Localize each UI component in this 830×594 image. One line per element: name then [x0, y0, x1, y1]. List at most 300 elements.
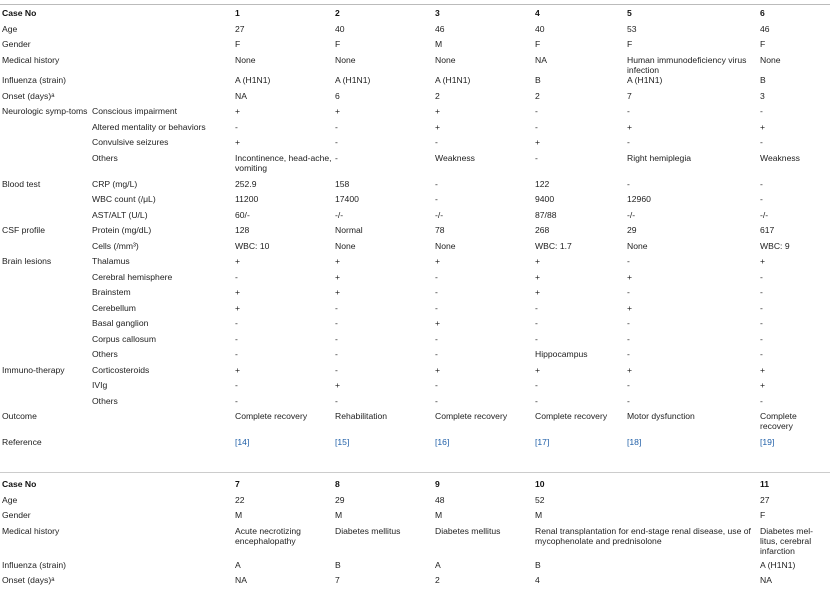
table-row: [0, 24, 830, 40]
case-value-cell: Right hemiplegia: [627, 152, 692, 163]
row-subcategory: [92, 411, 235, 437]
row-subcategory: Cerebral hemisphere: [92, 271, 173, 282]
case-value-cell: -: [760, 194, 763, 205]
case-value-cell: -: [627, 287, 630, 298]
case-number-cell: 2: [335, 8, 340, 18]
table-row: [0, 39, 830, 55]
case-value-cell: -: [335, 333, 338, 344]
case-value-cell: -: [335, 395, 338, 406]
table-row: [0, 55, 830, 76]
case-value-cell: 46: [760, 23, 770, 34]
row-subcategory: [92, 437, 235, 453]
case-value-cell: 46: [435, 23, 445, 34]
case-value-cell: +: [435, 364, 441, 375]
case-table-part-1: [0, 8, 830, 453]
case-value-cell: M: [435, 510, 443, 520]
case-value-cell: 268: [535, 225, 550, 236]
case-value-cell: B: [535, 75, 541, 86]
row-category: [0, 396, 92, 412]
case-value-cell: None: [760, 54, 781, 65]
row-subcategory: Brainstem: [92, 287, 131, 298]
table-row: [0, 210, 830, 226]
case-value-cell: Diabetes mel-litus, cerebral infarction: [760, 525, 814, 557]
case-value-cell: 7: [627, 90, 632, 101]
case-value-cell: -: [235, 395, 238, 406]
table-row: [0, 380, 830, 396]
row-category: [0, 303, 92, 319]
row-category: Gender: [2, 510, 31, 520]
case-value-cell: A (H1N1): [235, 75, 271, 86]
case-value-cell: +: [335, 380, 341, 391]
case-value-cell: +: [760, 256, 766, 267]
case-value-cell: F: [760, 39, 766, 49]
row-subcategory: Corticosteroids: [92, 364, 150, 375]
row-subcategory: Protein (mg/dL): [92, 225, 152, 236]
row-subcategory: IVIg: [92, 380, 108, 391]
row-subcategory: [92, 575, 235, 591]
row-category: Influenza (strain): [2, 75, 67, 86]
case-value-cell: 122: [535, 178, 550, 189]
case-value-cell: A: [235, 559, 241, 570]
case-value-cell: 40: [535, 23, 545, 34]
row-subcategory: [92, 495, 235, 511]
case-value-cell: -: [760, 395, 763, 406]
row-category: [0, 153, 92, 179]
row-subcategory: Altered mentality or behaviors: [92, 121, 206, 132]
row-category: Immuno-therapy: [2, 364, 65, 375]
case-value-cell: -: [335, 349, 338, 360]
case-number-cell: [627, 479, 760, 495]
reference-cell[interactable]: [335, 437, 435, 453]
case-value-cell: 6: [335, 90, 340, 101]
case-value-cell: +: [627, 271, 633, 282]
case-value-cell: Complete recovery: [435, 411, 508, 422]
case-value-cell: Acute necrotizing encephalopathy: [235, 525, 301, 546]
row-category: [0, 318, 92, 334]
case-value-cell: None: [435, 54, 456, 65]
row-subcategory: [92, 24, 235, 40]
case-value-cell: -: [535, 318, 538, 329]
table-row: [0, 287, 830, 303]
case-value-cell: 60/-: [235, 209, 250, 220]
table-row: [0, 510, 830, 526]
case-value-cell: -: [235, 318, 238, 329]
reference-cell[interactable]: [435, 437, 535, 453]
case-value-cell: F: [535, 39, 541, 49]
case-value-cell: M: [235, 510, 243, 520]
case-value-cell: +: [435, 318, 441, 329]
case-value-cell: +: [235, 287, 241, 298]
row-subcategory: [92, 8, 235, 24]
case-value-cell: -: [760, 318, 763, 329]
table-row: [0, 106, 830, 122]
case-value-cell: -: [435, 194, 438, 205]
case-value-cell: -: [760, 333, 763, 344]
case-value-cell: WBC: 10: [235, 240, 270, 251]
case-value-cell: 53: [627, 23, 637, 34]
case-value-cell: 2: [435, 90, 440, 101]
case-value-cell: -: [627, 178, 630, 189]
case-value-cell: +: [535, 137, 541, 148]
case-value-cell: 7: [335, 575, 340, 585]
case-value-cell: -: [535, 302, 538, 313]
case-value-cell: Complete recovery: [235, 411, 308, 422]
case-value-cell: A (H1N1): [335, 75, 371, 86]
case-value-cell: 78: [435, 225, 445, 236]
row-subcategory: Basal ganglion: [92, 318, 149, 329]
case-value-cell: -: [435, 395, 438, 406]
case-value-cell: -: [335, 364, 338, 375]
case-value-cell: F: [235, 39, 241, 49]
case-value-cell: -: [627, 349, 630, 360]
case-value-cell: M: [535, 510, 543, 520]
case-value-cell: -: [435, 178, 438, 189]
case-value-cell: +: [335, 287, 341, 298]
table-row: [0, 179, 830, 195]
row-category: [0, 272, 92, 288]
case-value-cell: -: [435, 287, 438, 298]
table-header-row: [0, 479, 830, 495]
case-value-cell: 2: [435, 575, 440, 585]
table-row: [0, 575, 830, 591]
case-value-cell: Complete recovery: [535, 411, 608, 422]
table-header-row: [0, 8, 830, 24]
case-value-cell: -: [760, 106, 763, 117]
case-value-cell: -: [335, 137, 338, 148]
case-value-cell: +: [235, 106, 241, 117]
case-value-cell: +: [435, 106, 441, 117]
row-subcategory: Cerebellum: [92, 302, 136, 313]
case-value-cell: A (H1N1): [760, 559, 796, 570]
reference-link[interactable]: [18]: [627, 437, 642, 448]
case-value-cell: +: [760, 364, 766, 375]
case-value-cell: +: [760, 121, 766, 132]
case-value-cell: M: [335, 510, 343, 520]
case-value-cell: 27: [760, 494, 770, 505]
case-value-cell: 87/88: [535, 209, 557, 220]
case-value-cell: -: [627, 380, 630, 391]
table-row: [0, 75, 830, 91]
case-value-cell: 17400: [335, 194, 359, 205]
table-row: [0, 194, 830, 210]
reference-link[interactable]: [17]: [535, 437, 550, 448]
case-value-cell: -: [335, 318, 338, 329]
case-number-cell: 4: [535, 8, 540, 18]
case-value-cell: +: [335, 106, 341, 117]
row-category: [0, 241, 92, 257]
case-value-cell: Complete recovery: [760, 411, 797, 432]
case-value-cell: NA: [760, 575, 772, 585]
table-row: [0, 560, 830, 576]
case-value-cell: -: [760, 271, 763, 282]
row-subcategory: [92, 91, 235, 107]
reference-link[interactable]: [16]: [435, 437, 450, 448]
case-number-cell: 5: [627, 8, 632, 18]
case-value-cell: -: [435, 333, 438, 344]
row-category: [0, 334, 92, 350]
case-value-cell: 252.9: [235, 178, 257, 189]
row-category: Medical history: [2, 54, 60, 65]
row-category: [0, 349, 92, 365]
case-value-cell: -: [535, 152, 538, 163]
row-category: [0, 122, 92, 138]
case-value-cell: -: [627, 137, 630, 148]
case-value-cell: B: [335, 559, 341, 570]
case-value-cell: +: [760, 380, 766, 391]
row-category: [0, 137, 92, 153]
row-subcategory: Convulsive seizures: [92, 137, 169, 148]
case-number-cell: 1: [235, 8, 240, 18]
case-value-cell: +: [235, 364, 241, 375]
row-category: Reference: [2, 437, 42, 448]
case-value-cell: +: [535, 271, 541, 282]
case-value-cell: -/-: [627, 209, 636, 220]
case-value-cell: Diabetes mellitus: [435, 525, 501, 536]
case-value-cell: F: [760, 510, 766, 520]
case-value-cell: -: [235, 271, 238, 282]
case-value-cell: +: [335, 271, 341, 282]
case-table-part-2: [0, 479, 830, 591]
case-value-cell: +: [627, 302, 633, 313]
row-subcategory: Conscious impairment: [92, 106, 178, 117]
row-category: Case No: [2, 479, 37, 489]
reference-cell[interactable]: [235, 437, 335, 453]
case-value-cell: -: [335, 121, 338, 132]
case-value-cell: Weakness: [760, 152, 800, 163]
reference-cell[interactable]: [535, 437, 627, 453]
row-subcategory: Cells (/mm³): [92, 240, 139, 251]
case-value-cell: -: [235, 349, 238, 360]
row-subcategory: [92, 510, 235, 526]
case-value-cell: 128: [235, 225, 250, 236]
case-value-cell: -: [435, 302, 438, 313]
table-row: [0, 241, 830, 257]
case-value-cell: -: [760, 137, 763, 148]
case-value-cell: Normal: [335, 225, 363, 236]
case-value-cell: -: [535, 121, 538, 132]
case-value-cell: 29: [627, 225, 637, 236]
case-value-cell: NA: [235, 90, 247, 101]
case-value-cell: -: [627, 333, 630, 344]
row-category: Age: [2, 494, 18, 505]
reference-link[interactable]: [15]: [335, 437, 350, 448]
case-number-cell: 6: [760, 8, 765, 18]
row-subcategory: WBC count (/μL): [92, 194, 156, 205]
row-subcategory: [92, 526, 235, 560]
table-row: [0, 411, 830, 437]
row-subcategory: [92, 75, 235, 91]
case-value-cell: Weakness: [435, 152, 475, 163]
case-value-cell: -: [760, 178, 763, 189]
reference-cell[interactable]: [760, 437, 830, 453]
row-subcategory: CRP (mg/L): [92, 178, 138, 189]
table-top-rule: [0, 4, 830, 5]
case-value-cell: +: [627, 121, 633, 132]
row-category: Brain lesions: [2, 256, 52, 267]
case-value-cell: 4: [535, 575, 540, 585]
case-value-cell: None: [627, 240, 648, 251]
table-row: [0, 153, 830, 179]
row-category: CSF profile: [2, 225, 45, 236]
table-row: [0, 303, 830, 319]
case-value-cell: -/-: [760, 209, 769, 220]
row-subcategory: [92, 55, 235, 76]
row-category: [0, 210, 92, 226]
row-subcategory: Others: [92, 349, 118, 360]
reference-cell[interactable]: [627, 437, 760, 453]
case-value-cell: 48: [435, 494, 445, 505]
case-value-cell: -: [627, 318, 630, 329]
case-value-cell: Human immunodeficiency virus infection: [627, 54, 747, 75]
table-row: [0, 137, 830, 153]
row-subcategory: Others: [92, 395, 118, 406]
case-value-cell: -: [760, 302, 763, 313]
row-subcategory: Corpus callosum: [92, 333, 156, 344]
row-category: Blood test: [2, 178, 41, 189]
case-value-cell: Incontinence, head-ache, vomiting: [235, 152, 332, 173]
table-row: [0, 225, 830, 241]
case-number-cell: 7: [235, 479, 240, 489]
case-value-cell: +: [435, 256, 441, 267]
case-value-cell: +: [235, 256, 241, 267]
case-value-cell: +: [335, 256, 341, 267]
case-value-cell: None: [435, 240, 456, 251]
row-category: Influenza (strain): [2, 559, 67, 570]
case-value-cell: [627, 495, 760, 511]
row-category: Onset (days)ᵃ: [2, 575, 55, 585]
row-category: Outcome: [2, 411, 37, 422]
case-value-cell: NA: [535, 54, 547, 65]
case-value-cell: -: [435, 380, 438, 391]
row-category: Case No: [2, 8, 37, 18]
table-row: [0, 526, 830, 560]
case-number-cell: 10: [535, 479, 545, 489]
case-value-cell: A (H1N1): [627, 75, 663, 86]
case-value-cell: 11200: [235, 194, 259, 205]
case-value-cell: -: [760, 349, 763, 360]
case-value-cell: -/-: [435, 209, 444, 220]
table-mid-rule: [0, 472, 830, 473]
case-value-cell: +: [535, 287, 541, 298]
table-row: [0, 396, 830, 412]
row-subcategory: Thalamus: [92, 256, 130, 267]
row-subcategory: AST/ALT (U/L): [92, 209, 148, 220]
case-value-cell: Diabetes mellitus: [335, 525, 401, 536]
row-category: Medical history: [2, 525, 60, 536]
case-value-cell: -: [435, 271, 438, 282]
row-category: Onset (days)ᵃ: [2, 90, 55, 101]
case-value-cell: B: [535, 559, 541, 570]
case-value-cell: +: [235, 137, 241, 148]
case-value-cell: -: [235, 121, 238, 132]
table-row: [0, 495, 830, 511]
case-value-cell: 12960: [627, 194, 651, 205]
reference-link[interactable]: [14]: [235, 437, 250, 448]
case-value-cell: -: [535, 333, 538, 344]
case-value-cell: 52: [535, 494, 545, 505]
row-category: Age: [2, 23, 18, 34]
case-value-cell: F: [335, 39, 341, 49]
case-number-cell: 8: [335, 479, 340, 489]
table-row: [0, 365, 830, 381]
row-subcategory: Others: [92, 152, 118, 163]
table-row: [0, 437, 830, 453]
case-value-cell: [627, 560, 760, 576]
case-value-cell: B: [760, 75, 766, 86]
case-value-cell: None: [335, 54, 356, 65]
table-row: [0, 122, 830, 138]
case-value-cell: None: [335, 240, 356, 251]
case-value-cell: M: [435, 39, 443, 49]
case-value-cell: -: [535, 380, 538, 391]
case-value-cell: Motor dysfunction: [627, 411, 695, 422]
case-value-cell: 9400: [535, 194, 555, 205]
reference-link[interactable]: [19]: [760, 437, 775, 448]
case-value-cell: 29: [335, 494, 345, 505]
case-value-cell: -: [535, 395, 538, 406]
case-value-cell: Renal transplantation for end-stage renal disease, use of mycophenolate and prednisolone: [535, 525, 751, 546]
case-value-cell: 27: [235, 23, 245, 34]
case-value-cell: -/-: [335, 209, 344, 220]
table-row: [0, 272, 830, 288]
case-value-cell: +: [627, 364, 633, 375]
case-value-cell: -: [335, 152, 338, 163]
row-subcategory: [92, 560, 235, 576]
case-value-cell: NA: [235, 575, 247, 585]
case-value-cell: F: [627, 39, 633, 49]
case-value-cell: 40: [335, 23, 345, 34]
case-value-cell: -: [235, 333, 238, 344]
table-row: [0, 256, 830, 272]
case-value-cell: -: [627, 395, 630, 406]
case-value-cell: 2: [535, 90, 540, 101]
case-value-cell: -: [760, 287, 763, 298]
case-value-cell: -: [535, 106, 538, 117]
row-subcategory: [92, 39, 235, 55]
case-value-cell: 3: [760, 90, 765, 101]
case-value-cell: -: [435, 137, 438, 148]
row-category: Neurologic symp-toms: [2, 106, 88, 117]
case-value-cell: -: [627, 106, 630, 117]
case-value-cell: A (H1N1): [435, 75, 471, 86]
case-value-cell: 22: [235, 494, 245, 505]
case-value-cell: [627, 575, 760, 591]
case-value-cell: +: [535, 364, 541, 375]
case-value-cell: None: [235, 54, 256, 65]
case-value-cell: -: [627, 256, 630, 267]
case-value-cell: A: [435, 559, 441, 570]
case-value-cell: [627, 510, 760, 526]
row-subcategory: [92, 479, 235, 495]
case-value-cell: 617: [760, 225, 775, 236]
case-value-cell: +: [235, 302, 241, 313]
case-value-cell: +: [535, 256, 541, 267]
case-value-cell: Rehabilitation: [335, 411, 388, 422]
table-row: [0, 318, 830, 334]
case-number-cell: 11: [760, 479, 770, 489]
case-value-cell: Hippocampus: [535, 349, 588, 360]
row-category: [0, 287, 92, 303]
case-value-cell: +: [435, 121, 441, 132]
table-row: [0, 334, 830, 350]
case-value-cell: 158: [335, 178, 350, 189]
case-number-cell: 9: [435, 479, 440, 489]
row-category: Gender: [2, 39, 31, 49]
case-value-cell: -: [335, 302, 338, 313]
table-row: [0, 91, 830, 107]
case-value-cell: WBC: 1.7: [535, 240, 572, 251]
case-value-cell: WBC: 9: [760, 240, 790, 251]
